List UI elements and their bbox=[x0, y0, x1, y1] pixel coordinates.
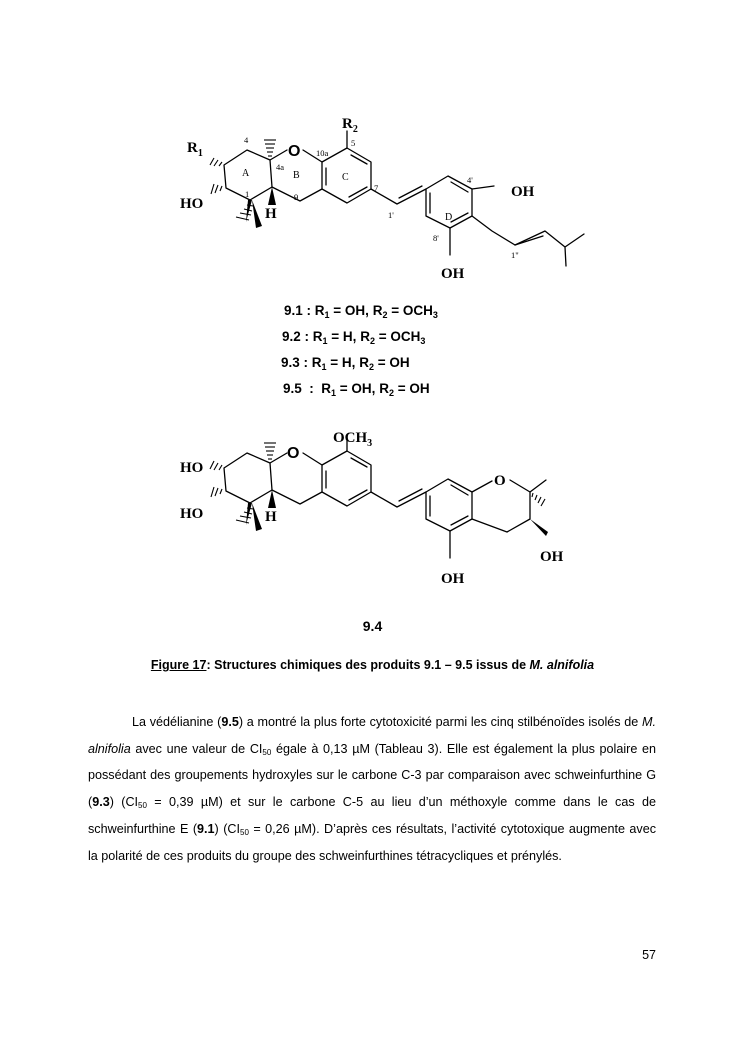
oh-bottom-label-9-4: OH bbox=[441, 571, 465, 587]
chemical-structure-general bbox=[0, 0, 745, 300]
locant-5: 5 bbox=[351, 138, 356, 148]
ring-b-label: B bbox=[293, 170, 300, 181]
ho-bottom-label: HO bbox=[180, 506, 204, 522]
locant-1-double-prime: 1" bbox=[511, 250, 519, 260]
locant-9: 9 bbox=[294, 192, 299, 202]
locant-10a: 10a bbox=[316, 148, 329, 158]
page-number: 57 bbox=[642, 948, 656, 962]
ring-oxygen-right-label: O bbox=[494, 473, 506, 489]
chemical-structure-9-4 bbox=[0, 420, 745, 600]
compound-9-5: 9.5 : $R_1$ = OH, $R_2$ = OH bbox=[283, 381, 430, 398]
ring-d-label: D bbox=[445, 212, 453, 223]
body-paragraph: La védélianine (9.5) a montré la plus forte cytotoxicité parmi les cinq stilbénoïdes isolés de M. alnifolia avec une valeur de $CI_{50}$ égale à 0,13 µM (Tableau 3). Elle est également la plus polaire en possédant des groupements hydroxyles sur le carbone C-3 par comparaison avec schweinfurthine G (9.3) ($CI_{50} = 0,39$ µM) et sur le carbone C-5 au lieu d’un méthoxyle comme dans le cas de schweinfurthine E (9.1) ($CI_{50} = 0,26$ µM). D’après ces résultats, l’activité cytotoxique augmente avec la polarité de ces produits du groupe des schweinfurthines tétracycliques et prénylés. bbox=[88, 715, 657, 863]
locant-4a: 4a bbox=[276, 162, 285, 172]
ring-c-label: C bbox=[342, 172, 349, 183]
locant-1: 1 bbox=[245, 189, 250, 199]
r1-label: $R_1$ bbox=[187, 140, 203, 159]
locant-4-prime: 4' bbox=[467, 175, 473, 185]
locant-7: 7 bbox=[374, 183, 379, 193]
compound-9-3: 9.3 : $R_1 = H$, $R_2$ = OH bbox=[281, 355, 410, 372]
r2-label: $R_2$ bbox=[342, 116, 358, 135]
figure-caption: Figure 17: Structures chimiques des produits 9.1 – 9.5 issus de M. alnifolia bbox=[150, 658, 595, 672]
oh-bottom-label: OH bbox=[441, 266, 465, 282]
compound-number-9-4: 9.4 bbox=[362, 618, 383, 634]
h-label-9-4: H bbox=[265, 509, 277, 525]
oh-right-label: OH bbox=[511, 184, 535, 200]
compound-substituent-list bbox=[281, 298, 544, 402]
ho-top-label: HO bbox=[180, 460, 204, 476]
locant-4: 4 bbox=[244, 135, 249, 145]
compound-9-1: 9.1 : $R_1$ = OH, $R_2 = OCH_3$ bbox=[284, 303, 438, 320]
ring-a-label: A bbox=[242, 168, 250, 179]
ring-oxygen-label: O bbox=[288, 143, 301, 160]
ho-label: HO bbox=[180, 196, 204, 212]
locant-1-prime: 1' bbox=[388, 210, 394, 220]
h-label: H bbox=[265, 206, 277, 222]
locant-8-prime: 8' bbox=[433, 233, 439, 243]
compound-9-2: 9.2 : $R_1 = H$, $R_2 = OCH_3$ bbox=[282, 329, 426, 346]
species-name: M. alnifolia bbox=[529, 658, 595, 672]
figure-label: Figure 17 bbox=[150, 658, 207, 672]
oh-right-label-9-4: OH bbox=[540, 549, 564, 565]
och3-label: $OCH_3$ bbox=[333, 430, 373, 449]
ring-oxygen-left-label: O bbox=[287, 445, 300, 462]
